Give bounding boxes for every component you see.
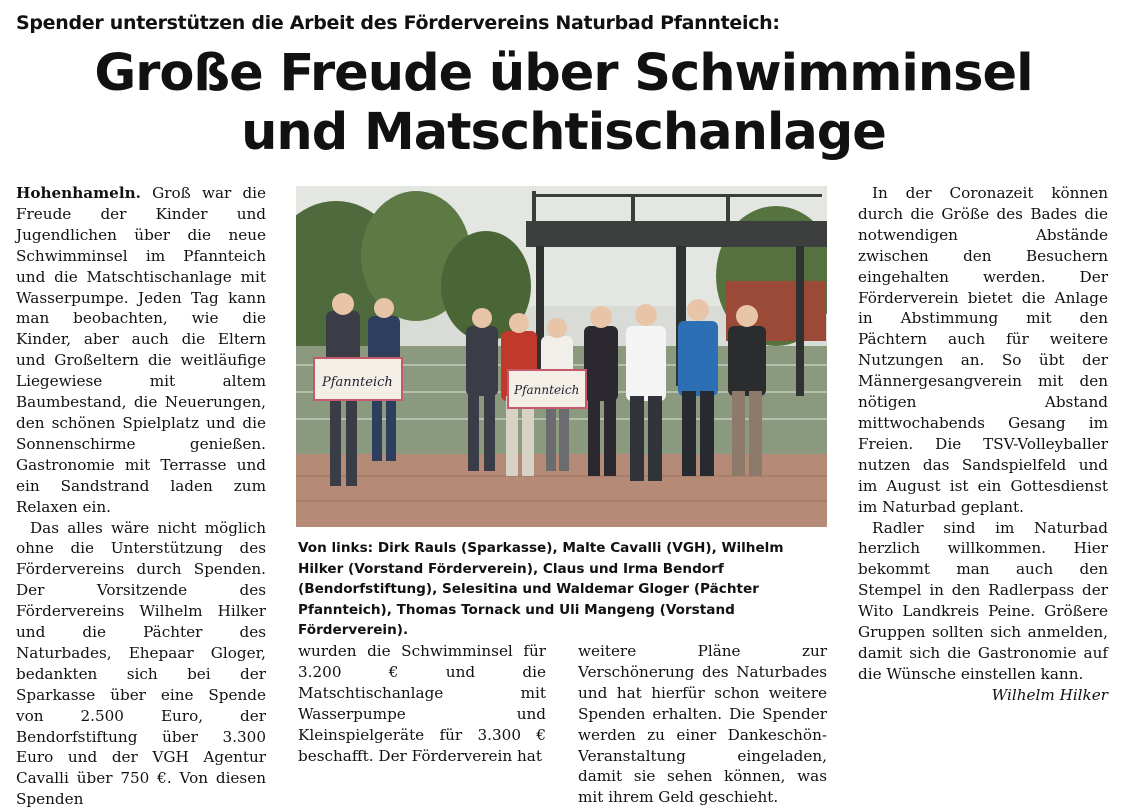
group-photo — [296, 186, 827, 527]
paragraph-corona: In der Coronazeit können durch die Größe des Bades die notwendigen Abstände zwischen den Besuchern eingehalten werden. Der Förderverein bietet die Anlage in Abstimmung mit den Pächtern auch für weitere Nutzungen an. So übt der Männergesangverein mit den nötigen Abstand mittwochabends Gesang im Freien. Die TSV-Volleyballer nutzen das Sandspielfeld und im August ist ein Gottesdienst im Naturbad geplant. — [858, 183, 1108, 518]
check-1-text: Pfannteich — [321, 375, 393, 390]
author-byline: Wilhelm Hilker — [858, 685, 1108, 706]
paragraph-intro — [16, 183, 266, 518]
headline — [0, 44, 1127, 162]
paragraph-cyclists: Radler sind im Naturbad herzlich willkommen. Hier bekommt man auch den Stempel in den Radlerpass der Wito Landkreis Peine. Größere Gruppen sollten sich anmelden, damit sich die Gastronomie auf die Wünsche einstellen kann. — [858, 518, 1108, 685]
article-column-4 — [858, 183, 1108, 706]
paragraph-intro-text: Groß war die Freude der Kinder und Jugendlichen über die neue Schwimminsel im Pfannteich und die Matschtischanlage mit Wasserpumpe. Jeden Tag kann man beobachten, wie die Kinder, aber auch die Eltern und Großeltern die weitläufige Liegewiese mit altem Baumbestand, die Neuerungen, den schönen Spielplatz und die Sonnenschirme genießen. Gastronomie mit Terrasse und ein Sandstrand laden zum Relaxen ein. — [16, 184, 266, 516]
headline-line-2: und Matschtischanlage — [0, 103, 1127, 162]
paragraph-plans: weitere Pläne zur Verschönerung des Naturbades und hat hierfür schon weitere Spenden erhalten. Die Spender werden zu einer Dankeschön-Veranstaltung eingeladen, damit sie sehen können, was mit ihrem Geld geschieht. — [578, 641, 827, 808]
headline-line-1: Große Freude über Schwimminsel — [0, 44, 1127, 103]
paragraph-donations: Das alles wäre nicht möglich ohne die Unterstützung des Fördervereins durch Spenden. Der Vorsitzende des Fördervereins Wilhelm Hilker und die Pächter des Naturbades, Ehepaar Gloger, bedankten sich bei der Sparkasse über eine Spende von 2.500 Euro, der Bendorfstiftung über 3.300 Euro und der VGH Agentur Cavalli über 750 €. Von diesen Spenden — [16, 518, 266, 810]
photo-caption: Von links: Dirk Rauls (Sparkasse), Malte Cavalli (VGH), Wilhelm Hilker (Vorstand Förderverein), Claus und Irma Bendorf (Bendorfstiftung), Selesitina und Waldemar Gloger (Pächter Pfannteich), Thomas Tornack und Uli Mangeng (Vorstand Förderverein). — [298, 538, 828, 641]
article-column-3 — [578, 641, 827, 808]
kicker: Spender unterstützen die Arbeit des Fördervereins Naturbad Pfannteich: — [16, 12, 780, 34]
article-column-1 — [16, 183, 266, 810]
dateline: Hohenhameln. — [16, 184, 141, 202]
paragraph-purchases: wurden die Schwimminsel für 3.200 € und die Matschtischanlage mit Wasserpumpe und Kleinspielgeräte für 3.300 € beschafft. Der Förderverein hat — [298, 641, 546, 766]
check-2-text: Pfannteich — [513, 383, 579, 397]
article-column-2 — [298, 641, 546, 766]
